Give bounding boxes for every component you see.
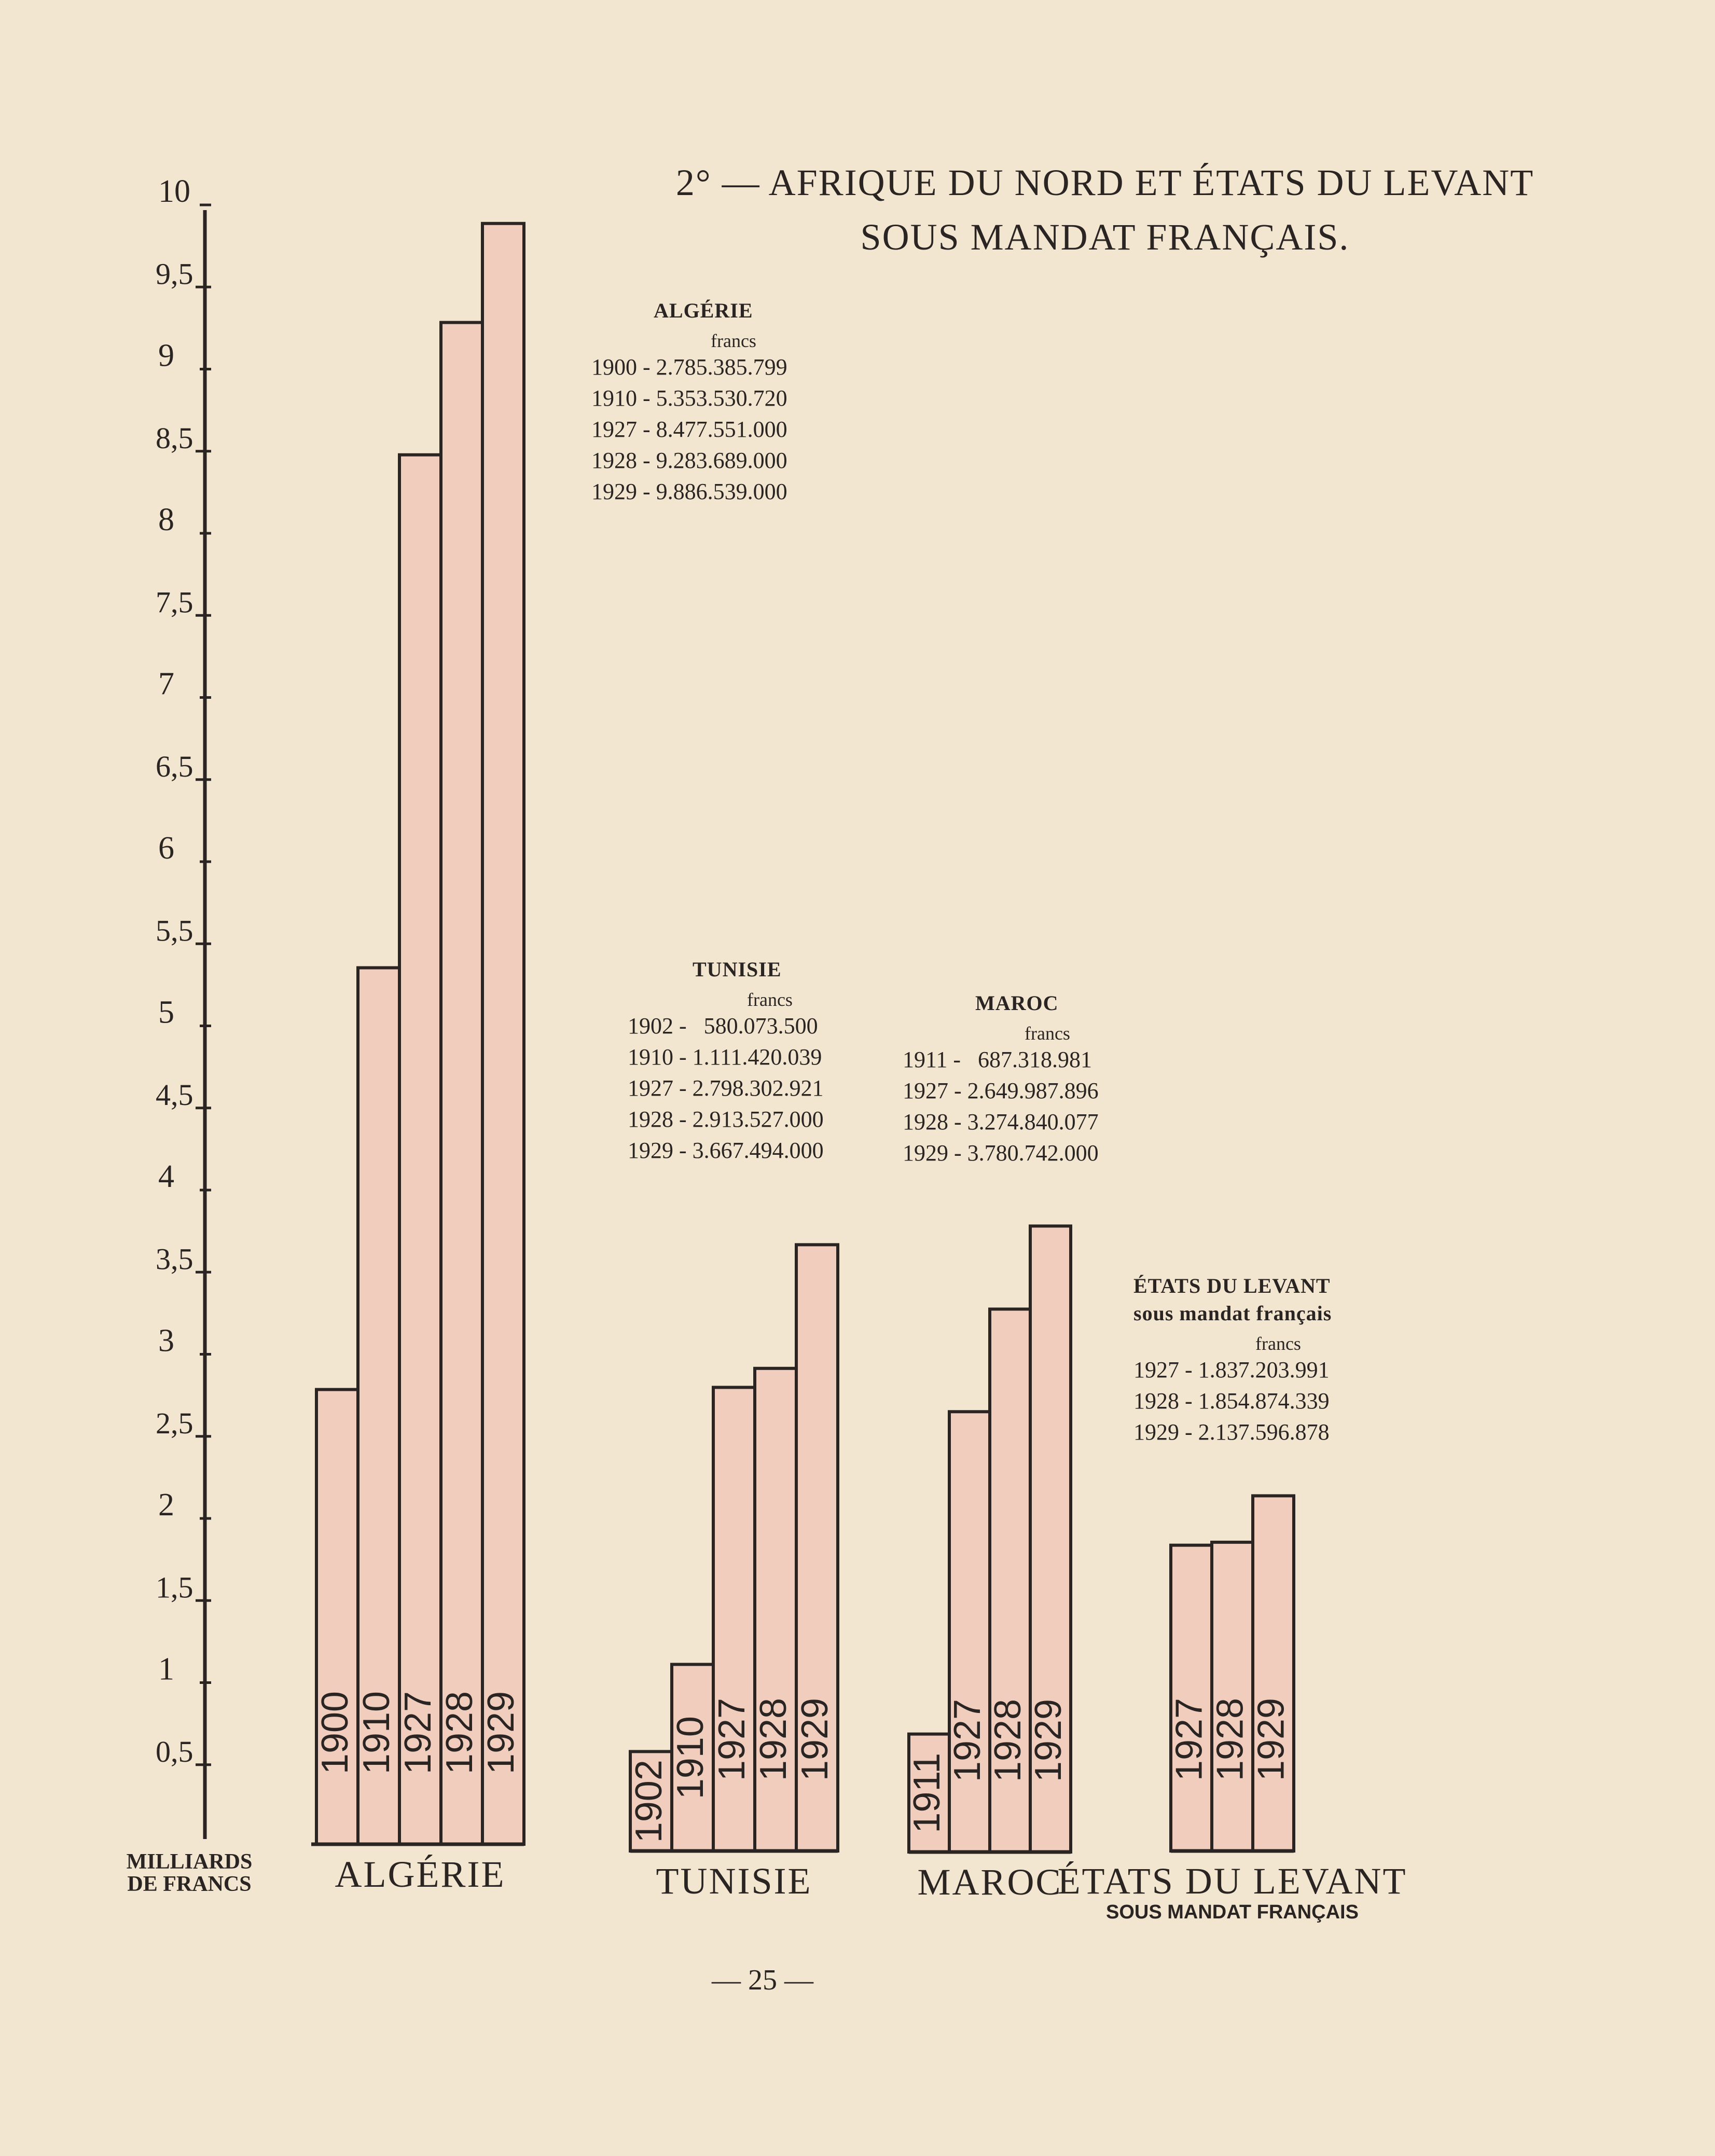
tunisie-year-label: 1902 [628,1760,670,1843]
y-tick-label: 6,5 [156,749,193,783]
levant-row-1: 1927 - 1.837.203.991 [1133,1357,1330,1383]
maroc-group-label: MAROC [917,1861,1062,1903]
y-tick-label: 6 [158,831,174,866]
maroc-data-table [903,991,1162,1169]
levant-group-label: ÉTATS DU LEVANT [1057,1860,1407,1902]
maroc-row-4: 1929 - 3.780.742.000 [903,1140,1099,1166]
y-tick-label: 10 [158,174,190,209]
levant-year-label: 1928 [1209,1697,1251,1781]
maroc-table-title: MAROC [975,991,1059,1015]
y-tick-label: 4,5 [156,1077,193,1112]
y-tick-label: 8 [158,502,174,537]
y-tick-label: 9 [158,338,174,374]
algerie-row-1: 1900 - 2.785.385.799 [591,354,787,380]
algerie-data-table [591,298,851,507]
algerie-year-label: 1929 [480,1691,522,1775]
page-number: — 25 — [712,1964,813,1996]
chart-title-line-2: SOUS MANDAT FRANÇAIS. [860,216,1350,258]
levant-bar-1928 [1209,1542,1253,1851]
tunisie-row-3: 1927 - 2.798.302.921 [628,1075,824,1101]
y-tick-label: 1 [158,1651,174,1687]
tunisie-year-label: 1929 [794,1697,836,1781]
tunisie-year-label: 1927 [711,1697,753,1781]
y-tick-label: 5,5 [156,914,193,948]
levant-row-3: 1929 - 2.137.596.878 [1133,1419,1330,1445]
y-tick-label: 3 [158,1323,174,1359]
algerie-row-5: 1929 - 9.886.539.000 [591,479,787,504]
tunisie-group-label: TUNISIE [656,1860,812,1902]
algerie-year-label: 1910 [356,1691,397,1775]
maroc-year-label: 1929 [1028,1698,1069,1782]
maroc-row-3: 1928 - 3.274.840.077 [903,1109,1099,1135]
maroc-bar-1927 [949,1412,990,1852]
algerie-bar-1927 [399,455,441,1844]
y-tick-label: 4 [158,1159,174,1194]
tunisie-table-unit: francs [747,989,793,1010]
levant-year-label: 1929 [1250,1697,1292,1781]
maroc-year-label: 1928 [987,1698,1029,1782]
chart-title-line-1: 2° — AFRIQUE DU NORD ET ÉTATS DU LEVANT [675,162,1534,203]
levant-group-sublabel: SOUS MANDAT FRANÇAIS [1106,1901,1359,1923]
tunisie-data-table [628,957,887,1166]
y-tick-label: 7 [158,666,174,702]
y-tick-label: 0,5 [156,1734,193,1768]
algerie-bar-1929 [482,224,524,1844]
chart-title [612,156,1598,265]
algerie-bar-1928 [441,323,482,1844]
levant-year-label: 1927 [1168,1697,1210,1781]
tunisie-row-2: 1910 - 1.111.420.039 [628,1044,822,1070]
algerie-table-title: ALGÉRIE [654,299,753,322]
y-tick-label: 8,5 [156,421,193,455]
y-tick-label: 1,5 [156,1570,193,1605]
levant-bar-1929 [1250,1496,1294,1851]
levant-table-title: ÉTATS DU LEVANT [1133,1274,1331,1297]
maroc-table-unit: francs [1025,1023,1070,1044]
maroc-year-label: 1927 [947,1698,988,1782]
levant-data-table [1133,1274,1424,1448]
y-unit-label-line-1: MILLIARDS [126,1850,253,1874]
tunisie-table-title: TUNISIE [693,958,782,981]
algerie-year-label: 1927 [397,1691,439,1775]
algerie-group-label: ALGÉRIE [335,1854,506,1895]
maroc-year-label: 1911 [906,1752,948,1833]
algerie-row-2: 1910 - 5.353.530.720 [591,385,787,411]
levant-table-unit: francs [1255,1333,1301,1354]
levant-table-subtitle: sous mandat français [1133,1302,1332,1325]
y-tick-label: 9,5 [156,257,193,291]
tunisie-row-1: 1902 - 580.073.500 [628,1013,818,1039]
y-tick-label: 3,5 [156,1242,193,1276]
tunisie-year-label: 1928 [753,1697,794,1781]
y-tick-label: 5 [158,994,174,1030]
algerie-row-4: 1928 - 9.283.689.000 [591,448,787,473]
y-tick-label: 7,5 [156,585,193,619]
y-tick-label: 2,5 [156,1406,193,1440]
tunisie-row-5: 1929 - 3.667.494.000 [628,1138,824,1163]
levant-row-2: 1928 - 1.854.874.339 [1133,1388,1330,1414]
tunisie-row-4: 1928 - 2.913.527.000 [628,1107,824,1132]
algerie-table-unit: francs [711,330,756,351]
tunisie-year-label: 1910 [670,1716,711,1800]
maroc-row-1: 1911 - 687.318.981 [903,1047,1092,1072]
algerie-year-label: 1900 [314,1691,356,1775]
y-unit-label-line-2: DE FRANCS [127,1872,252,1896]
y-tick-label: 2 [158,1487,174,1523]
algerie-row-3: 1927 - 8.477.551.000 [591,417,787,442]
algerie-bar-1900 [316,1390,358,1844]
maroc-row-2: 1927 - 2.649.987.896 [903,1078,1099,1103]
algerie-year-label: 1928 [439,1691,480,1775]
